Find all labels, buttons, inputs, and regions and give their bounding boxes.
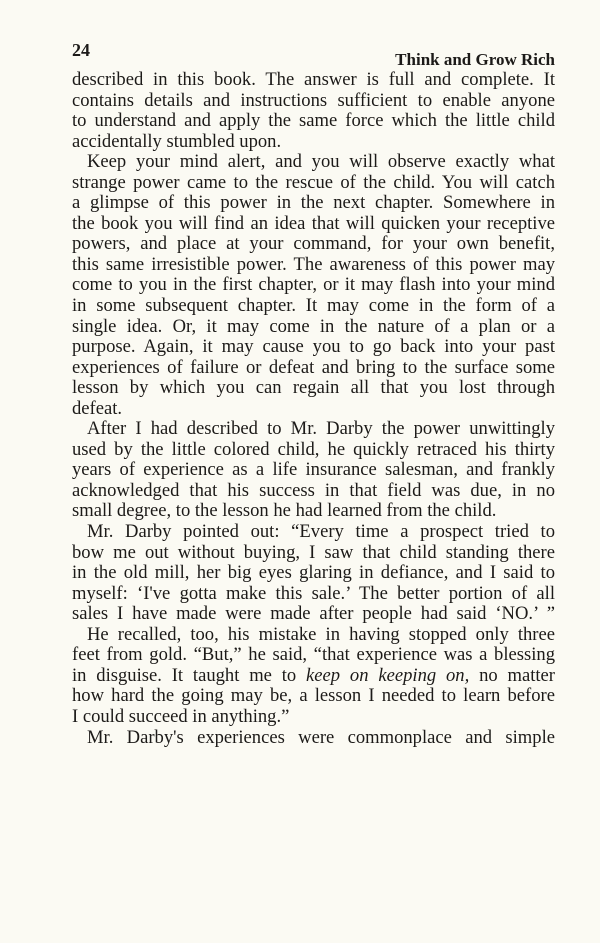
text-segment: bow me out without buying, I saw that child standing there [72, 541, 555, 563]
text-line [72, 666, 555, 687]
text-line [72, 707, 555, 728]
text-line [72, 132, 555, 153]
text-segment: in the old mill, her big eyes glaring in defiance, and I said to [72, 562, 555, 584]
text-line [72, 460, 555, 481]
page-number: 24 [72, 40, 90, 60]
text-segment: years of experience as a life insurance salesman, and frankly [72, 459, 555, 481]
text-line [72, 255, 555, 276]
text-segment: single idea. Or, it may come in the nature of a plan or a [72, 315, 555, 337]
text-segment: come to you in the first chapter, or it may flash into your mind [72, 274, 555, 296]
text-line [72, 645, 555, 666]
text-line [72, 625, 555, 646]
text-segment: the book you will find an idea that will quicken your receptive [72, 212, 555, 234]
text-segment: to understand and apply the same force which the little child [72, 110, 555, 132]
text-segment: Mr. Darby's experiences were commonplace and simple [87, 726, 555, 748]
text-segment: I could succeed in anything.” [72, 705, 290, 727]
text-line [72, 317, 555, 338]
text-line [72, 111, 555, 132]
text-segment: He recalled, too, his mistake in having stopped only three [87, 623, 555, 645]
text-segment: purpose. Again, it may cause you to go back into your past [72, 336, 555, 358]
text-segment: contains details and instructions sufficient to enable anyone [72, 89, 555, 111]
text-line [72, 70, 555, 91]
text-line [72, 419, 555, 440]
running-title: Think and Grow Rich [395, 50, 555, 69]
page-header [72, 38, 555, 68]
text-segment: in disguise. It taught me to [72, 664, 307, 686]
text-segment: used by the little colored child, he quickly retraced his thirty [72, 438, 555, 460]
text-line [72, 399, 555, 420]
text-line [72, 234, 555, 255]
text-line [72, 543, 555, 564]
text-line [72, 296, 555, 317]
italic-text: keep on keeping on, [306, 664, 470, 686]
text-segment: Mr. Darby pointed out: “Every time a prospect tried to [87, 521, 555, 543]
text-segment: small degree, to the lesson he had learned from the child. [72, 500, 497, 522]
text-line [72, 686, 555, 707]
text-line [72, 173, 555, 194]
text-segment: powers, and place at your command, for your own benefit, [72, 233, 555, 255]
text-line [72, 91, 555, 112]
text-segment: experiences of failure or defeat and bring to the surface some [72, 356, 555, 378]
text-line [72, 563, 555, 584]
text-segment: feet from gold. “But,” he said, “that experience was a blessing [72, 644, 555, 666]
text-line [72, 584, 555, 605]
text-line [72, 275, 555, 296]
text-segment: no matter [469, 664, 555, 686]
text-line [72, 152, 555, 173]
text-line [72, 604, 555, 625]
text-line [72, 337, 555, 358]
text-line [72, 501, 555, 522]
text-line [72, 728, 555, 749]
text-segment: in some subsequent chapter. It may come in the form of a [72, 295, 555, 317]
text-segment: accidentally stumbled upon. [72, 130, 282, 152]
text-segment: a glimpse of this power in the next chapter. Somewhere in [72, 192, 555, 214]
text-segment: sales I have made were made after people had said ‘NO.’ ” [72, 603, 555, 625]
text-line [72, 378, 555, 399]
text-segment: defeat. [72, 397, 123, 419]
page-body-text [72, 70, 555, 748]
text-line [72, 481, 555, 502]
text-line [72, 214, 555, 235]
text-line [72, 522, 555, 543]
text-segment: After I had described to Mr. Darby the power unwittingly [87, 418, 555, 440]
text-segment: acknowledged that his success in that field was due, in no [72, 479, 555, 501]
text-segment: described in this book. The answer is full and complete. It [72, 69, 555, 90]
text-segment: lesson by which you can regain all that you lost through [72, 377, 555, 399]
text-segment: this same irresistible power. The awareness of this power may [72, 253, 555, 275]
text-segment: strange power came to the rescue of the child. You will catch [72, 171, 555, 193]
text-segment: Keep your mind alert, and you will observe exactly what [87, 151, 555, 173]
text-segment: myself: ‘I've gotta make this sale.’ The better portion of all [72, 582, 555, 604]
text-line [72, 193, 555, 214]
text-segment: how hard the going may be, a lesson I needed to learn before [72, 685, 555, 707]
text-line [72, 440, 555, 461]
text-line [72, 358, 555, 379]
